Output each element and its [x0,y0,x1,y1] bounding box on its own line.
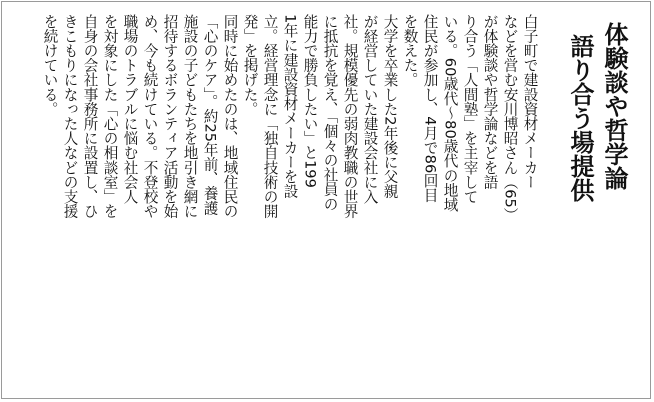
body-column: いる。60歳代～80歳代の地域 [441,14,459,212]
newspaper-clipping [1,1,651,399]
body-column: 白子町で建設資材メーカー [521,14,539,190]
body-column: を続けている。 [41,14,59,117]
body-column: に抵抗を覚え、「個々の社員の [321,14,339,212]
body-column: 1年に建設資材メーカーを設 [281,14,299,199]
body-column: 「心のケア」。約25年前、養護 [201,14,219,216]
headline-line-1: 体験談や哲学論 [600,22,628,190]
body-column: 立。経営理念に「独自技術の開 [261,14,279,219]
body-column: 自身の会社事務所に設置し、ひ [81,14,99,219]
body-column: が経営していた建設会社に入 [361,14,379,204]
body-column: め、今も続けている。不登校や [141,14,159,219]
body-column: 住民が参加し、4月で86回目 [421,14,439,203]
body-column: 職場のトラブルに悩む社会人 [121,14,139,204]
body-column: り合う「人間塾」を主宰して [461,14,479,204]
body-column: きこもりになった人などの支援 [61,14,79,219]
body-column: を対象にした「心の相談室」を [101,14,119,219]
headline-line-2: 語り合う場提供 [566,34,594,202]
body-column: 施設の子どもたちを地引き網に [181,14,199,219]
body-column: 大学を卒業した2年後に父親 [381,14,399,199]
body-column: などを営む安川博昭さん（65） [501,14,519,223]
body-column: 発」を掲げた。 [241,14,259,117]
body-column: 社。規模優先の弱肉教職の世界 [341,14,359,219]
body-column: が体験談や哲学論などを語 [481,14,499,190]
body-column: 同時に始めたのは、地域住民の [221,14,239,219]
body-column: を数えた。 [401,14,419,87]
body-column: 招待するボランティア活動を始 [161,14,179,219]
body-column: 能力で勝負したい」と199 [301,14,319,188]
